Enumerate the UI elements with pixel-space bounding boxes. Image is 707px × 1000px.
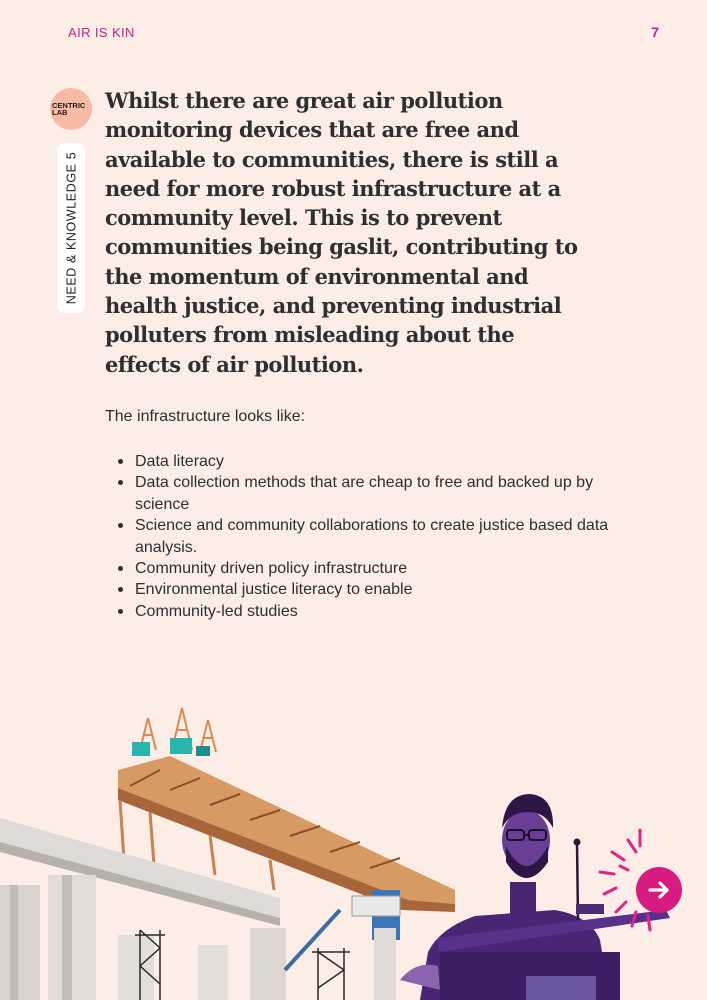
headline: Whilst there are great air pollution monitoring devices that are free and available to communities, there is still a need for more robust infrastructure at a community level. This is to prevent communities being gaslit, contributing to the momentum of environmental and health justice, and preventing industrial polluters from misleading about the effects of air pollution. xyxy=(105,88,578,377)
arrow-right-icon xyxy=(645,876,673,904)
next-page-button[interactable] xyxy=(636,867,682,913)
list-item: Community-led studies xyxy=(135,601,615,622)
list-item: Data collection methods that are cheap to free and backed up by science xyxy=(135,472,615,515)
blue-crane xyxy=(285,890,400,1000)
publication-title: AIR IS KIN xyxy=(68,25,135,40)
centric-lab-logo xyxy=(50,88,92,130)
infrastructure-list xyxy=(105,451,615,622)
list-item: Data literacy xyxy=(135,451,615,472)
construction-collage xyxy=(0,690,707,1000)
list-item: Community driven policy infrastructure xyxy=(135,558,615,579)
page-number: 7 xyxy=(651,24,659,40)
list-item: Environmental justice literacy to enable xyxy=(135,579,615,600)
crane-machinery xyxy=(132,738,210,756)
intro-text: The infrastructure looks like: xyxy=(105,408,306,425)
scaffolding-towers xyxy=(135,930,350,1000)
section-tab xyxy=(57,143,85,313)
logo-line-2: LAB xyxy=(52,108,68,117)
section-tab-label: NEED & KNOWLEDGE 5 xyxy=(64,151,78,305)
list-item: Science and community collaborations to create justice based data analysis. xyxy=(135,515,615,558)
logo-line-1: CENTRIC xyxy=(52,100,86,110)
